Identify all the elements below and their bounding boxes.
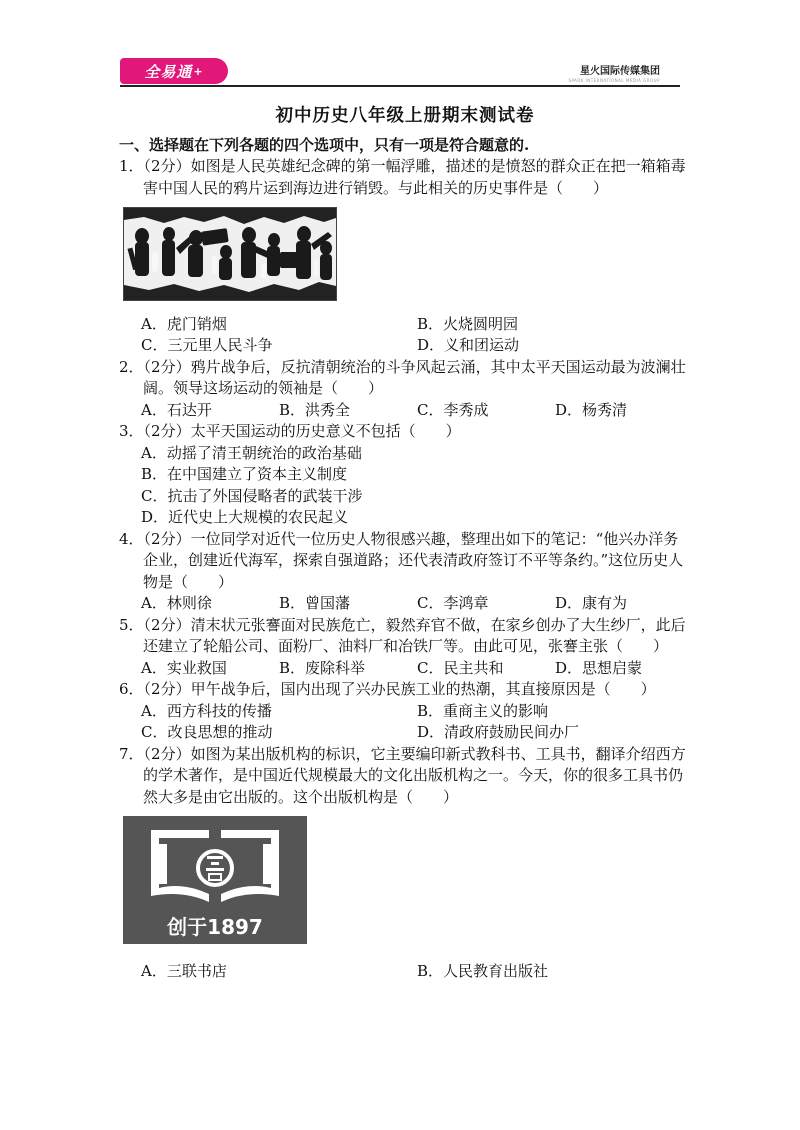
- option-b: B．洪秀全: [279, 400, 351, 419]
- header-divider: [120, 85, 680, 87]
- option-a: A．虎门销烟: [141, 314, 227, 333]
- option-b: B．在中国建立了资本主义制度: [141, 465, 348, 483]
- question-text: 4．（2分）一位同学对近代一位历史人物很感兴趣，整理出如下的笔记：“他兴办洋务企业，创建近代海军，探索自强道路；还代表清政府签订不平等条约。”这位历史人物是（ ）: [119, 529, 684, 591]
- question-5: [119, 615, 691, 680]
- brand-subtitle: SPARK INTERNATIONAL MEDIA GROUP: [568, 78, 660, 83]
- option-b: B．重商主义的影响: [417, 701, 549, 720]
- question-6: [119, 679, 691, 744]
- option-b: B．火烧圆明园: [417, 314, 519, 333]
- options-list: [119, 314, 691, 357]
- options-list: [119, 443, 691, 529]
- option-c: C．三元里人民斗争: [141, 336, 273, 354]
- option-c: C．民主共和: [417, 658, 504, 677]
- option-a: A．石达开: [141, 400, 212, 419]
- logo-caption: 创于1897: [167, 915, 263, 939]
- option-d: D．思想启蒙: [555, 658, 643, 677]
- options-list: [119, 400, 691, 422]
- options-list: [119, 658, 691, 680]
- question-7: [119, 744, 691, 983]
- option-d: D．杨秀清: [555, 400, 628, 419]
- option-d: D．义和团运动: [417, 336, 520, 354]
- brand-logo: [120, 58, 228, 84]
- option-c: C．抗击了外国侵略者的武装干涉: [141, 486, 363, 505]
- option-a: A．西方科技的传播: [141, 701, 272, 720]
- exam-body: [119, 106, 691, 982]
- options-list: [119, 961, 691, 983]
- option-a: A．实业救国: [141, 658, 227, 677]
- option-b: B．废除科举: [279, 658, 366, 677]
- logo-text: 全易通: [144, 62, 193, 81]
- option-d: D．清政府鼓励民间办厂: [417, 723, 580, 741]
- section-heading: 一、选择题在下列各题的四个选项中，只有一项是符合题意的.: [119, 135, 530, 154]
- option-d: D．康有为: [555, 594, 628, 612]
- brand-name: 星火国际传媒集团: [580, 66, 660, 77]
- option-a: A．三联书店: [141, 961, 227, 980]
- question-4: [119, 529, 691, 615]
- option-b: B．人民教育出版社: [417, 961, 549, 980]
- relief-sculpture-image: [123, 207, 337, 301]
- option-c: C．李秀成: [417, 400, 489, 419]
- page-header: [0, 0, 800, 100]
- option-a: A．动摇了清王朝统治的政治基础: [141, 443, 362, 462]
- question-text: 1．（2分）如图是人民英雄纪念碑的第一幅浮雕，描述的是愤怒的群众正在把一箱箱毒害中国人民的鸦片运到海边进行销毁。与此相关的历史事件是（ ）: [119, 157, 686, 197]
- logo-plus: +: [193, 64, 204, 78]
- options-list: [119, 701, 691, 744]
- question-text: 6．（2分）甲午战争后，国内出现了兴办民族工业的热潮，其直接原因是（ ）: [119, 680, 656, 698]
- question-text: 7．（2分）如图为某出版机构的标识，它主要编印新式教科书、工具书，翻译介绍西方的学术著作，是中国近代规模最大的文化出版机构之一。今天，你的很多工具书仍然大多是由它出版的。这个出版机构是（ ）: [119, 744, 686, 806]
- option-c: C．李鸿章: [417, 594, 489, 612]
- publisher-logo-image: [123, 816, 307, 944]
- question-2: [119, 357, 691, 422]
- page-title: 初中历史八年级上册期末测试卷: [275, 106, 535, 126]
- question-text: 5．（2分）清末状元张謇面对民族危亡，毅然弃官不做，在家乡创办了大生纱厂，此后还建立了轮船公司、面粉厂、油料厂和冶铁厂等。由此可见，张謇主张（ ）: [119, 615, 686, 655]
- question-text: 2．（2分）鸦片战争后，反抗清朝统治的斗争风起云涌，其中太平天国运动最为波澜壮阔。领导这场运动的领袖是（ ）: [119, 357, 686, 397]
- option-d: D．近代史上大规模的农民起义: [141, 508, 349, 526]
- option-c: C．改良思想的推动: [141, 723, 273, 741]
- question-text: 3．（2分）太平天国运动的历史意义不包括（ ）: [119, 422, 461, 440]
- question-3: [119, 421, 691, 529]
- question-1: [119, 156, 691, 357]
- options-list: [119, 593, 691, 615]
- option-a: A．林则徐: [141, 594, 212, 612]
- option-b: B．曾国藩: [279, 594, 351, 612]
- publisher-brand: [568, 62, 660, 83]
